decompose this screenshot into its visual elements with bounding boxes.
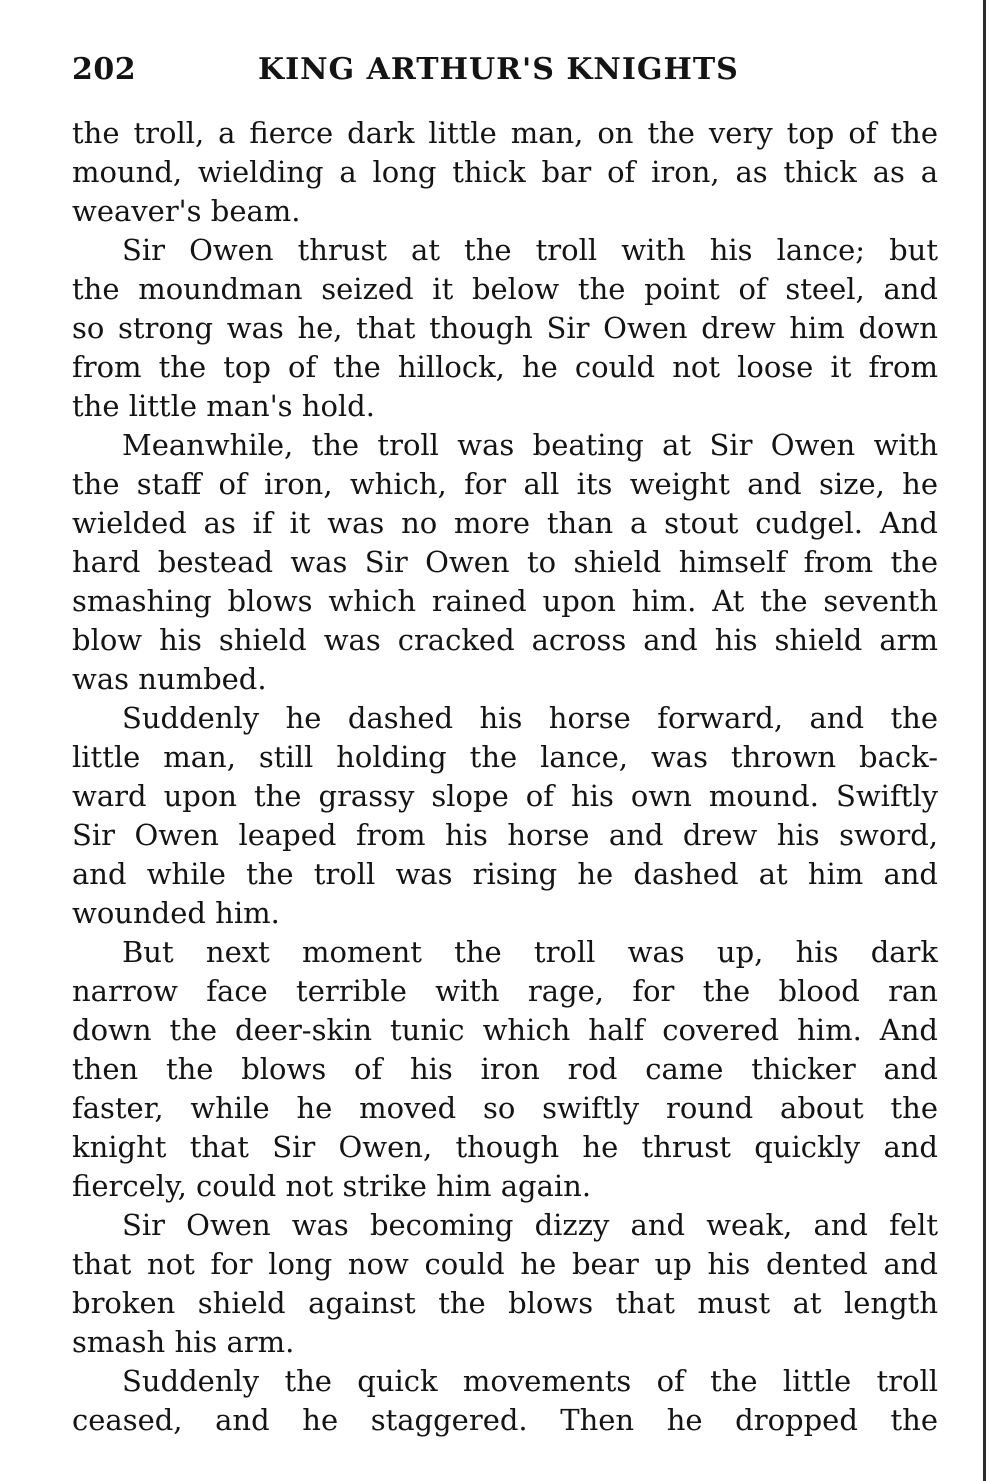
- text-line: weaver's beam.: [72, 194, 301, 228]
- text-line: smashing blows which rained upon him. At the seventh: [72, 584, 938, 618]
- text-line: down the deer-skin tunic which half covered him. And: [72, 1013, 938, 1047]
- running-title: KING ARTHUR'S KNIGHTS: [258, 52, 739, 87]
- text-line: wielded as if it was no more than a stout cudgel. And: [72, 506, 938, 540]
- text-line: and while the troll was rising he dashed at him and: [72, 857, 938, 891]
- text-line: the moundman seized it below the point of steel, and: [72, 272, 938, 306]
- text-line: Suddenly he dashed his horse forward, and the: [122, 701, 938, 735]
- text-line: Meanwhile, the troll was beating at Sir Owen with: [122, 428, 938, 462]
- page-header: [72, 52, 952, 96]
- text-line: the little man's hold.: [72, 389, 375, 423]
- body-text: [72, 114, 938, 1440]
- text-line: Sir Owen leaped from his horse and drew his sword,: [72, 818, 938, 852]
- text-line: But next moment the troll was up, his dark: [122, 935, 938, 969]
- text-line: was numbed.: [72, 662, 267, 696]
- text-line: then the blows of his iron rod came thicker and: [72, 1052, 938, 1086]
- text-line: wounded him.: [72, 896, 280, 930]
- text-line: mound, wielding a long thick bar of iron, as thick as a: [72, 155, 938, 189]
- text-line: smash his arm.: [72, 1325, 295, 1359]
- text-line: hard bestead was Sir Owen to shield himself from the: [72, 545, 938, 579]
- text-line: broken shield against the blows that must at length: [72, 1286, 938, 1320]
- text-line: ward upon the grassy slope of his own mound. Swiftly: [72, 779, 938, 813]
- page-edge-line: [983, 0, 986, 1481]
- text-line: faster, while he moved so swiftly round about the: [72, 1091, 938, 1125]
- text-line: from the top of the hillock, he could not loose it from: [72, 350, 938, 384]
- text-line: ceased, and he staggered. Then he dropped the: [72, 1403, 938, 1437]
- text-line: the troll, a fierce dark little man, on the very top of the: [72, 116, 938, 150]
- text-line: so strong was he, that though Sir Owen drew him down: [72, 311, 938, 345]
- text-line: knight that Sir Owen, though he thrust quickly and: [72, 1130, 938, 1164]
- text-line: fiercely, could not strike him again.: [72, 1169, 592, 1203]
- text-line: narrow face terrible with rage, for the blood ran: [72, 974, 938, 1008]
- text-line: Sir Owen thrust at the troll with his lance; but: [122, 233, 938, 267]
- page-number: 202: [72, 52, 137, 87]
- text-line: Sir Owen was becoming dizzy and weak, and felt: [122, 1208, 938, 1242]
- text-line: the staff of iron, which, for all its weight and size, he: [72, 467, 938, 501]
- text-line: little man, still holding the lance, was thrown back-: [72, 740, 938, 774]
- text-line: that not for long now could he bear up his dented and: [72, 1247, 938, 1281]
- text-line: blow his shield was cracked across and his shield arm: [72, 623, 938, 657]
- text-line: Suddenly the quick movements of the little troll: [122, 1364, 938, 1398]
